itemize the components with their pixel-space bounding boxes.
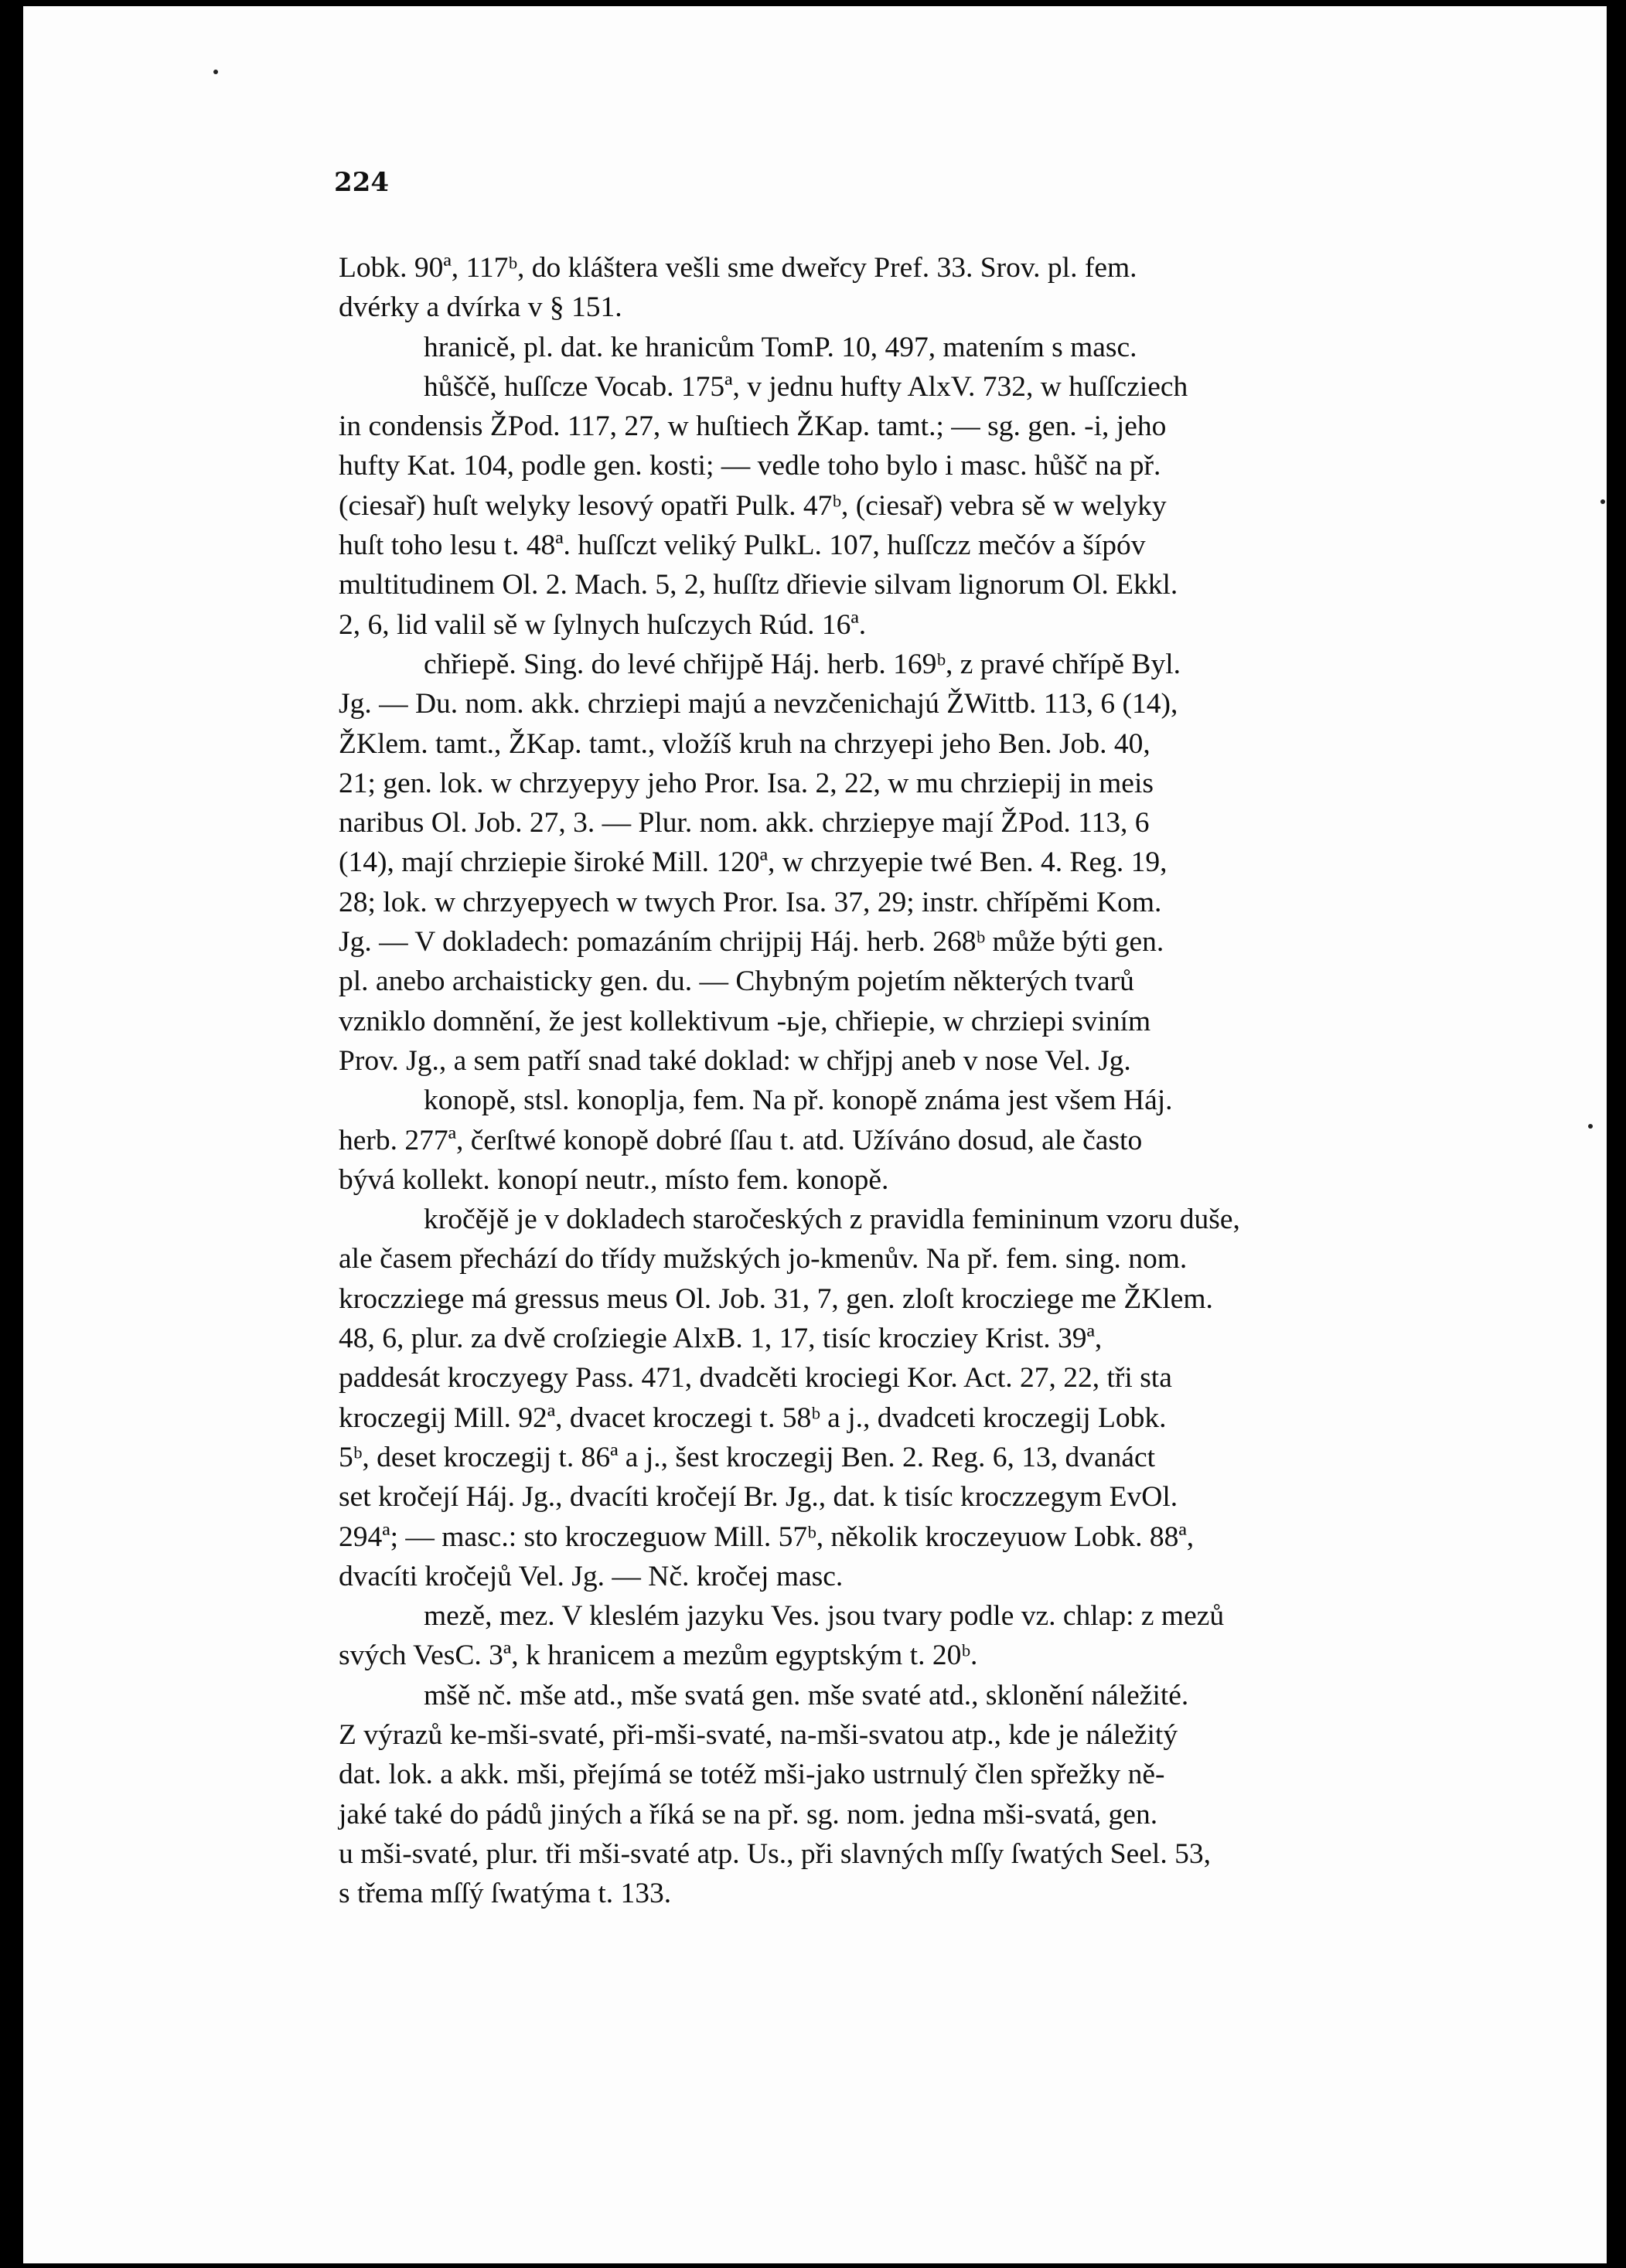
text-line: jaké také do pádů jiných a říká se na př. sg. nom. jedna mši-svatá, gen.: [339, 1798, 1158, 1830]
text-line: dvacíti kročejů Vel. Jg. — Nč. kročej masc.: [339, 1560, 844, 1592]
text-line: s třema mſſý ſwatýma t. 133.: [339, 1878, 672, 1910]
text-line: 5ᵇ, deset kroczegij t. 86ª a j., šest kroczegij Ben. 2. Reg. 6, 13, dvanáct: [339, 1441, 1156, 1473]
text-line: 294ª; — masc.: sto kroczeguow Mill. 57ᵇ, několik kroczeyuow Lobk. 88ª,: [339, 1521, 1195, 1553]
entry-line: hranicě, pl. dat. ke hranicům TomP. 10, 497, matením s masc.: [424, 331, 1137, 363]
text-line: herb. 277ª, čerſtwé konopě dobré ſſau t. atd. Užíváno dosud, ale často: [339, 1124, 1143, 1156]
text-line: 48, 6, plur. za dvě croſziegie AlxB. 1, 17, tisíc krocziey Krist. 39ª,: [339, 1323, 1103, 1355]
scan-dot-mark: [213, 70, 218, 74]
dictionary-text-block: [339, 248, 1444, 1913]
text-line: 2, 6, lid valil sě w ſylnych huſczych Rúd. 16ª.: [339, 608, 867, 641]
entry-line: mezě, mez. V kleslém jazyku Ves. jsou tvary podle vz. chlap: z mezů: [424, 1600, 1225, 1633]
text-line: Prov. Jg., a sem patří snad také doklad: w chřjpj aneb v nose Vel. Jg.: [339, 1044, 1131, 1077]
entry-line: mšě nč. mše atd., mše svatá gen. mše svaté atd., sklonění náležité.: [424, 1679, 1189, 1711]
entry-line: kročějě je v dokladech staročeských z pravidla femininum vzoru duše,: [424, 1204, 1240, 1236]
page-number: 224: [334, 167, 389, 198]
text-line: 28; lok. w chrzyepyech w twych Pror. Isa. 37, 29; instr. chřípěmi Kom.: [339, 886, 1162, 918]
text-line: 21; gen. lok. w chrzyepyy jeho Pror. Isa. 2, 22, w mu chrziepij in meis: [339, 767, 1154, 799]
text-line: (ciesař) huſt welyky lesový opatři Pulk. 47ᵇ, (ciesař) vebra sě w welyky: [339, 489, 1167, 522]
text-line: u mši-svaté, plur. tři mši-svaté atp. Us., při slavných mſſy ſwatých Seel. 53,: [339, 1837, 1211, 1870]
entry-line: hůščě, huſſcze Vocab. 175ª, v jednu hufty AlxV. 732, w huſſcziech: [424, 370, 1188, 403]
text-line: (14), mají chrziepie široké Mill. 120ª, w chrzyepie twé Ben. 4. Reg. 19,: [339, 846, 1168, 879]
text-line: paddesát kroczyegy Pass. 471, dvadcěti krociegi Kor. Act. 27, 22, tři sta: [339, 1362, 1172, 1395]
entry-line: konopě, stsl. konoplja, fem. Na př. konopě známa jest všem Háj.: [424, 1085, 1173, 1117]
text-line: Z výrazů ke-mši-svaté, při-mši-svaté, na-mši-svatou atp., kde je náležitý: [339, 1718, 1178, 1751]
entry-line: chřiepě. Sing. do levé chřijpě Háj. herb. 169ᵇ, z pravé chřípě Byl.: [424, 648, 1181, 680]
text-line: ŽKlem. tamt., ŽKap. tamt., vložíš kruh na chrzyepi jeho Ben. Job. 40,: [339, 727, 1150, 760]
text-line: in condensis ŽPod. 117, 27, w huſtiech ŽKap. tamt.; — sg. gen. -i, jeho: [339, 410, 1167, 443]
text-line: kroczziege má gressus meus Ol. Job. 31, 7, gen. zloſt krocziege me ŽKlem.: [339, 1282, 1213, 1315]
text-line: hufty Kat. 104, podle gen. kosti; — vedle toho bylo i masc. hůšč na př.: [339, 450, 1161, 482]
scan-border: [1609, 0, 1626, 2268]
text-line: Jg. — Du. nom. akk. chrziepi majú a nevzčenichajú ŽWittb. 113, 6 (14),: [339, 688, 1178, 720]
text-line: set kročejí Háj. Jg., dvacíti kročejí Br. Jg., dat. k tisíc kroczzegym EvOl.: [339, 1481, 1178, 1514]
scan-dot-mark: [1588, 1124, 1593, 1129]
text-line: pl. anebo archaisticky gen. du. — Chybným pojetím některých tvarů: [339, 965, 1134, 998]
text-line: bývá kollekt. konopí neutr., místo fem. konopě.: [339, 1163, 889, 1196]
text-line: ale časem přechází do třídy mužských jo-kmenův. Na př. fem. sing. nom.: [339, 1243, 1188, 1275]
scan-dot-mark: [1600, 499, 1605, 504]
scanned-page: [23, 6, 1607, 2263]
text-line: naribus Ol. Job. 27, 3. — Plur. nom. akk. chrziepye mají ŽPod. 113, 6: [339, 807, 1150, 839]
text-line: Jg. — V dokladech: pomazáním chrijpij Háj. herb. 268ᵇ může býti gen.: [339, 926, 1164, 959]
text-line: dvérky a dvírka v § 151.: [339, 291, 622, 324]
text-line: kroczegij Mill. 92ª, dvacet kroczegi t. 58ᵇ a j., dvadceti kroczegij Lobk.: [339, 1401, 1167, 1434]
text-line: vzniklo domnění, že jest kollektivum -ьje, chřiepie, w chrziepi sviním: [339, 1005, 1151, 1037]
text-line: multitudinem Ol. 2. Mach. 5, 2, huſſtz dřievie silvam lignorum Ol. Ekkl.: [339, 569, 1178, 601]
text-line: svých VesC. 3ª, k hranicem a mezům egyptským t. 20ᵇ.: [339, 1640, 978, 1672]
text-line: Lobk. 90ª, 117ᵇ, do kláštera vešli sme dweřcy Pref. 33. Srov. pl. fem.: [339, 252, 1137, 284]
text-line: huſt toho lesu t. 48ª. huſſczt veliký PulkL. 107, huſſczz mečóv a šípóv: [339, 530, 1146, 562]
text-line: dat. lok. a akk. mši, přejímá se totéž mši-jako ustrnulý člen spřežky ně-: [339, 1759, 1165, 1791]
